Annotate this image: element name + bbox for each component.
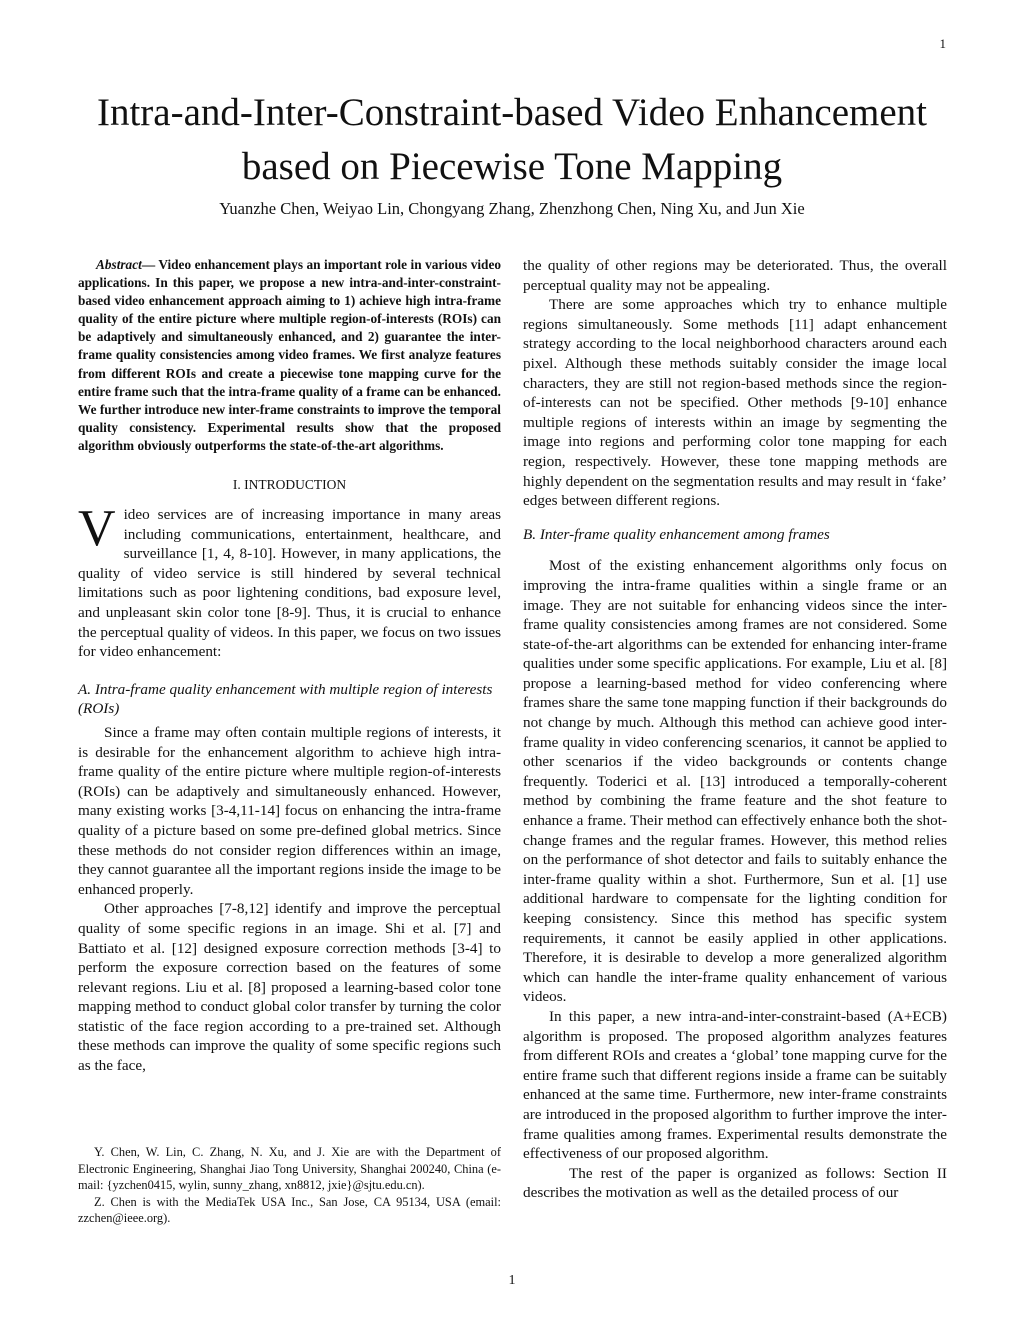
footnote-affiliation-sjtu: Y. Chen, W. Lin, C. Zhang, N. Xu, and J. Xie are with the Department of Electronic Engineering, Shanghai Jiao Tong University, Shanghai 200240, China (e-mail: {yzchen0415, wylin, sunny_zhang, xn8812, jxie}@sjtu.edu.cn). (78, 1145, 501, 1193)
abstract-dash: — (141, 257, 156, 272)
abstract (78, 256, 501, 455)
drop-cap: V (78, 500, 116, 558)
footnote-affiliation-mediatek: Z. Chen is with the MediaTek USA Inc., San Jose, CA 95134, USA (email: zzchen@ieee.org). (78, 1194, 501, 1226)
footer-page-number: 1 (508, 1273, 516, 1288)
subsection-a-paragraph-1: Since a frame may often contain multiple regions of interests, it is desirable for the enhancement algorithm to achieve high intra-frame quality of the entire picture where multiple region-of-interests (ROIs) can be adaptively and simultaneously enhanced. However, many existing works [3-4,11-14] focus on enhancing the intra-frame quality of a picture based on some pre-defined global metrics. Since these methods do not consider region differences within an image, they cannot guarantee all the important regions inside the image to be enhanced properly. (78, 723, 502, 898)
organization-paragraph: The rest of the paper is organized as follows: Section II describes the motivation as well as the detailed process of our (523, 1164, 947, 1202)
continued-paragraph: the quality of other regions may be deteriorated. Thus, the overall perceptual quality may not be appealing. (523, 257, 947, 294)
title-line-1: Intra-and-Inter-Constraint-based Video Enhancement (96, 91, 927, 134)
subsection-a-paragraph-2: Other approaches [7-8,12] identify and improve the perceptual quality of some specific regions in an image. Shi et al. [7] and Battiato et al. [12] designed exposure correction methods [3-4] to perform the exposure correction based on the features of some relevant regions. Liu et al. [8] proposed a learning-based color tone mapping method to conduct global color transfer by turning the color statistic of the face region according to a pre-trained set. Although these methods can improve the quality of some specific regions such as the face, (78, 900, 501, 1075)
abstract-text: Video enhancement plays an important role in various video applications. In this paper, we propose a new intra-and-inter-constraint-based video enhancement approach aiming to 1) achieve high intra-frame quality of the entire picture where multiple region-of-interests (ROIs) can be adaptively and simultaneously enhanced, and 2) guarantee the inter-frame quality consistencies among video frames. We first analyze features from different ROIs and create a piecewise tone mapping curve for the entire frame such that the intra-frame quality of a frame can be enhanced. We further introduce new inter-frame constraints to improve the temporal quality consistency. Experimental results show that the proposed algorithm obviously outperforms the state-of-the-art algorithms. (78, 257, 501, 453)
subsection-heading-a: A. Intra-frame quality enhancement with multiple region of interests (ROIs) (78, 680, 493, 718)
section-first-letter: I (244, 477, 249, 493)
intro-paragraph-text: ideo services are of increasing importance in many areas including communications, entertainment, healthcare, and surveillance [1, 4, 8-10]. However, in many applications, the quality of video service is still hindered by several technical limitations such as poor lightening conditions, bad exposure level, and unpleasant skin color tone [8-9]. Thus, it is crucial to enhance the perceptual quality of videos. In this paper, we focus on two issues for video enhancement: (78, 506, 501, 661)
section-heading-introduction (78, 477, 501, 493)
section-number: I. (232, 477, 245, 493)
section-title-rest: NTRODUCTION (248, 477, 347, 493)
author-footnotes (78, 1144, 501, 1227)
multi-region-paragraph: There are some approaches which try to enhance multiple regions simultaneously. Some methods [11] adapt enhancement strategy according to the local neighborhood characters around each pixel. Although these methods suitably consider the image local characters, they are still not region-based methods since the region-of-interests can not be specified. Other methods [9-10] enhance multiple regions of interests within an image by segmenting the image into regions and performing color tone mapping for each region, respectively. However, these tone mapping methods are highly dependent on the segmentation results and may result in ‘fake’ edges between different regions. (523, 296, 947, 510)
proposed-algorithm-paragraph: In this paper, a new intra-and-inter-constraint-based (A+ECB) algorithm is proposed. The proposed algorithm analyzes features from different ROIs and creates a ‘global’ tone mapping curve for the entire frame such that different regions inside a frame can be suitably enhanced at the same time. Furthermore, new inter-frame constraints are introduced in the proposed algorithm to further improve the inter-frame qualities among frames. Experimental results demonstrate the effectiveness of our proposed algorithm. (523, 1007, 947, 1163)
paper-title (60, 86, 964, 194)
author-list: Yuanzhe Chen, Weiyao Lin, Chongyang Zhang, Zhenzhong Chen, Ning Xu, and Jun Xie (219, 199, 805, 218)
intro-paragraph (78, 500, 501, 662)
left-column (78, 256, 501, 1076)
inter-frame-paragraph: Most of the existing enhancement algorithms only focus on improving the intra-frame qualities within a single frame or an image. They are not suitable for enhancing videos since the inter-frame quality consistencies among frames are not considered. Some state-of-the-art algorithms can be extended for enhancing inter-frame qualities under some specific applications. For example, Liu et al. [8] propose a learning-based method for video conferencing where frames share the same tone mapping function if their backgrounds do not change by much. Although this method can achieve good inter-frame quality in video conferencing scenarios, it cannot be applied to other scenarios if the video backgrounds or contents change frequently. Toderici et al. [13] introduced a temporally-coherent method by combining the frame feature and the shot feature to enhance a frame. Their method can effectively enhance both the shot-change frames and the regular frames. However, this method relies on the performance of shot detector and fails to suitably enhance the inter-frame quality within a shot. Furthermore, Sun et al. [1] use additional hardware to compensate for the lighting condition for keeping consistency. Since this method has specific system requirements, it cannot be easily applied in other applications. Therefore, it is desirable to develop a more generalized algorithm which can handle the inter-frame quality enhancement of various videos. (523, 557, 947, 1006)
title-line-2: based on Piecewise Tone Mapping (241, 145, 783, 188)
abstract-label: Abstract (96, 257, 142, 272)
subsection-heading-b: B. Inter-frame quality enhancement among frames (523, 525, 830, 543)
right-column (523, 256, 947, 1203)
header-page-number: 1 (939, 36, 946, 51)
